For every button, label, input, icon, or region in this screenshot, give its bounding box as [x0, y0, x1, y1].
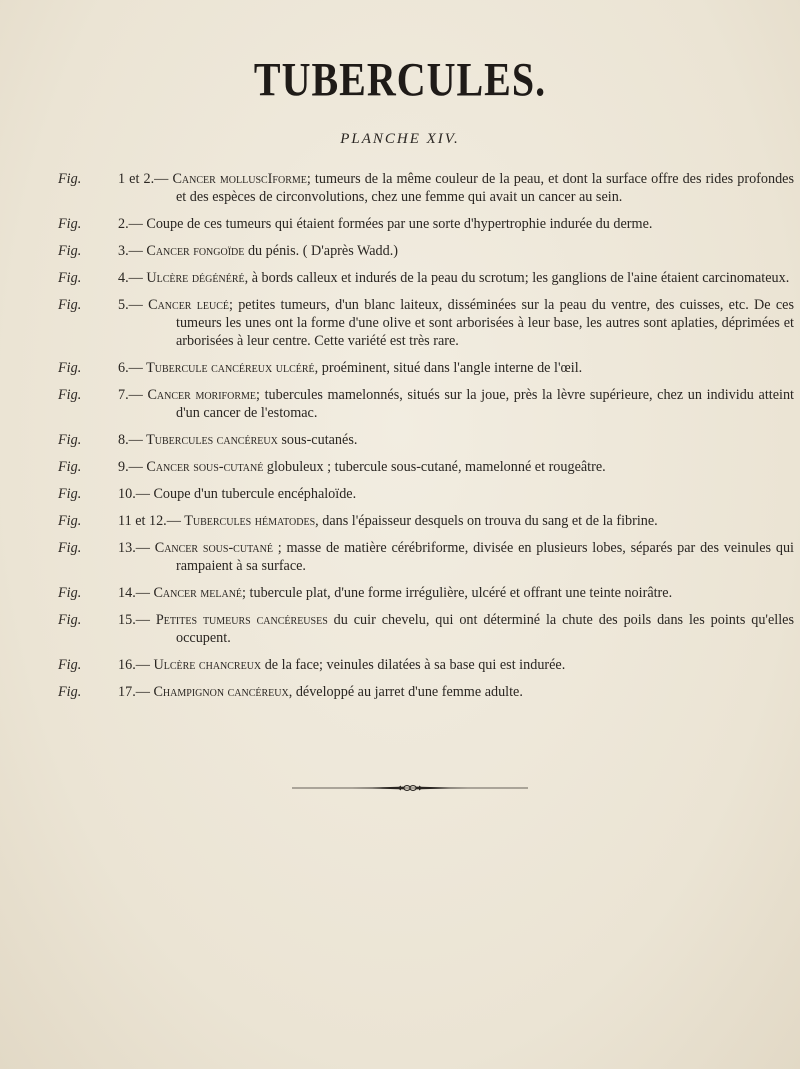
- fig-number: 9.: [118, 459, 129, 475]
- fig-number: 16.: [118, 657, 136, 673]
- fig-number: 6.: [118, 360, 129, 376]
- fig-term: — Cancer moriforme;: [128, 387, 260, 403]
- figure-entry: [58, 458, 794, 476]
- fig-term: — Petites tumeurs cancéreuses: [135, 612, 328, 628]
- fig-description: proéminent, situé dans l'angle interne de l'œil.: [318, 360, 583, 376]
- figure-entry: [58, 359, 794, 377]
- figure-entry: [58, 269, 794, 287]
- fig-description: de la face; veinules dilatées à sa base qui est indurée.: [261, 657, 566, 673]
- fig-number: 10.: [118, 486, 136, 502]
- fig-label: Fig.: [58, 387, 82, 403]
- fig-description: du pénis. ( D'après Wadd.): [244, 243, 399, 259]
- fig-number: 11 et 12.: [118, 513, 167, 529]
- plate-subtitle: PLANCHE XIV.: [340, 131, 460, 147]
- fig-term: — Cancer fongoïde: [128, 243, 245, 259]
- fig-label: Fig.: [58, 243, 82, 259]
- fig-label: Fig.: [58, 270, 82, 286]
- fig-description: tubercules mamelonnés, situés sur la joue, près la lèvre supérieure, chez un individu atteint d'un cancer de l'estomac.: [176, 387, 794, 421]
- figure-entry: [58, 431, 794, 449]
- figure-entry: [58, 683, 794, 701]
- figure-entry: [58, 170, 794, 206]
- fig-description: petites tumeurs, d'un blanc laiteux, disséminées sur la peau du ventre, des cuisses, etc. De ces tumeurs les unes ont la forme d'une olive et sont arborisées à leur base, les autres sont aplaties, déprimées et arborisées à leur centre. Cette variété est très rare.: [176, 297, 794, 349]
- fig-number: 15.: [118, 612, 136, 628]
- fig-description: à bords calleux et indurés de la peau du scrotum; les ganglions de l'aine étaient carcinomateux.: [248, 270, 790, 286]
- ornamental-rule-divider: [292, 782, 528, 794]
- fig-number: 8.: [118, 432, 129, 448]
- fig-description: — Coupe d'un tubercule encéphaloïde.: [135, 486, 357, 502]
- fig-term: — Ulcère dégénéré,: [128, 270, 249, 286]
- fig-label: Fig.: [58, 486, 82, 502]
- fig-label: Fig.: [58, 684, 82, 700]
- figure-entry: [58, 485, 794, 503]
- figure-entry: [58, 512, 794, 530]
- fig-description: du cuir chevelu, qui ont déterminé la chute des poils dans les points qu'elles occupent.: [176, 612, 794, 646]
- fig-label: Fig.: [58, 513, 82, 529]
- figure-entry: [58, 386, 794, 422]
- fig-number: 3.: [118, 243, 129, 259]
- page-title: TUBERCULES.: [253, 53, 547, 107]
- figure-entry: [58, 584, 794, 602]
- figure-entry: [58, 611, 794, 647]
- fig-label: Fig.: [58, 585, 82, 601]
- figure-entry: [58, 242, 794, 260]
- fig-number: 14.: [118, 585, 136, 601]
- fig-term: — Tubercule cancéreux ulcéré,: [128, 360, 319, 376]
- fig-term: — Cancer melané;: [135, 585, 246, 601]
- fig-label: Fig.: [58, 657, 82, 673]
- fig-description: masse de matière cérébriforme, divisée en plusieurs lobes, séparés par des veinules qui rampaient à sa surface.: [176, 540, 794, 574]
- fig-description: — Coupe de ces tumeurs qui étaient formées par une sorte d'hypertrophie indurée du derme.: [128, 216, 653, 232]
- fig-label: Fig.: [58, 360, 82, 376]
- fig-label: Fig.: [58, 432, 82, 448]
- fig-term: — Cancer sous-cutané ;: [135, 540, 282, 556]
- fig-number: 13.: [118, 540, 136, 556]
- figure-entry: [58, 215, 794, 233]
- fig-label: Fig.: [58, 216, 82, 232]
- fig-label: Fig.: [58, 612, 82, 628]
- fig-term: — Cancer molluscIforme;: [154, 171, 311, 187]
- fig-label: Fig.: [58, 459, 82, 475]
- fig-number: 5.: [118, 297, 129, 313]
- fig-label: Fig.: [58, 297, 82, 313]
- fig-description: tubercule plat, d'une forme irrégulière, ulcéré et offrant une teinte noirâtre.: [245, 585, 673, 601]
- figure-entry: [58, 656, 794, 674]
- fig-description: globuleux ; tubercule sous-cutané, mamelonné et rougeâtre.: [263, 459, 606, 475]
- fig-label: Fig.: [58, 171, 82, 187]
- fig-term: — Tubercules hématodes,: [166, 513, 319, 529]
- figure-entry: [58, 296, 794, 350]
- fig-number: 1 et 2.: [118, 171, 155, 187]
- fig-number: 4.: [118, 270, 129, 286]
- figure-legend-list: [58, 170, 794, 710]
- fig-description: dans l'épaisseur desquels on trouva du sang et de la fibrine.: [318, 513, 658, 529]
- figure-entry: [58, 539, 794, 575]
- fig-number: 17.: [118, 684, 136, 700]
- fig-description: tumeurs de la même couleur de la peau, et dont la surface offre des rides profondes et des espèces de circonvolutions, chez une femme qui avait un cancer au sein.: [176, 171, 794, 205]
- fig-term: — Champignon cancéreux,: [135, 684, 293, 700]
- fig-term: — Tubercules cancéreux: [128, 432, 278, 448]
- fig-term: — Cancer sous-cutané: [128, 459, 264, 475]
- fig-description: sous-cutanés.: [277, 432, 358, 448]
- fig-term: — Ulcère chancreux: [135, 657, 262, 673]
- fig-label: Fig.: [58, 540, 82, 556]
- fig-number: 2.: [118, 216, 129, 232]
- fig-term: — Cancer leucé;: [128, 297, 233, 313]
- fig-description: développé au jarret d'une femme adulte.: [292, 684, 523, 700]
- fig-number: 7.: [118, 387, 129, 403]
